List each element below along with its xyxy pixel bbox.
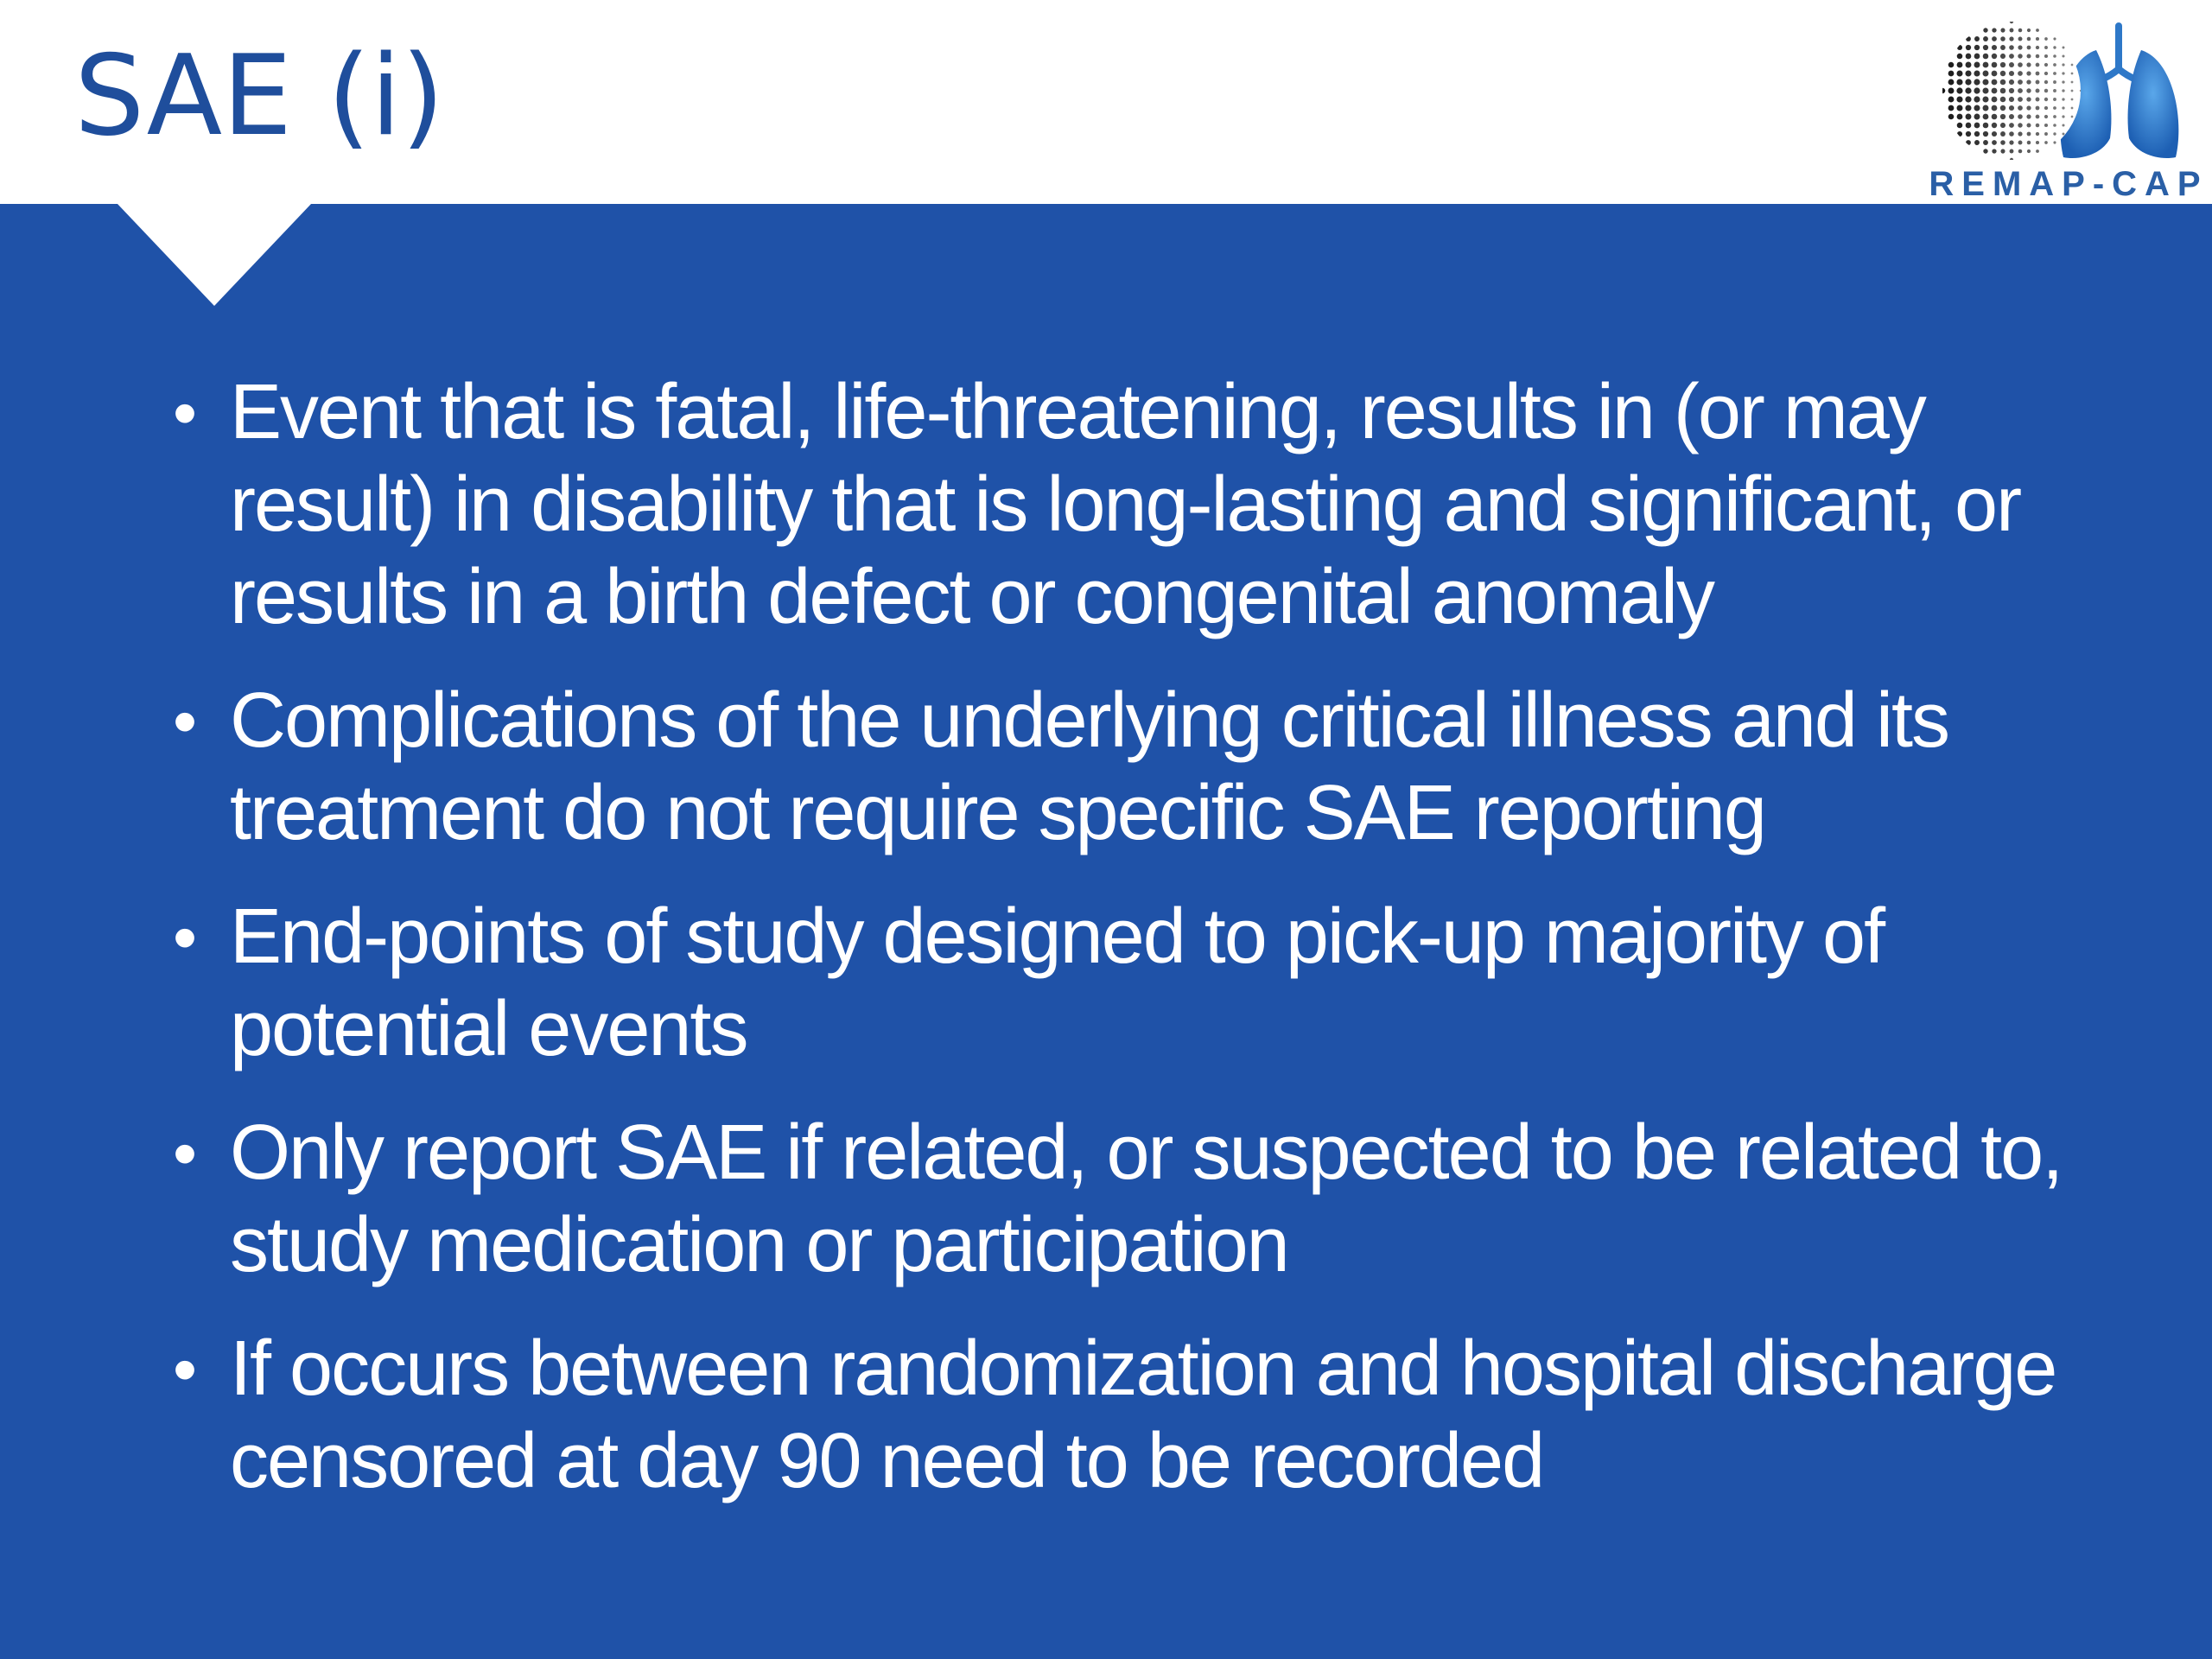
globe-dot bbox=[1983, 45, 1988, 50]
globe-dot bbox=[2026, 123, 2031, 127]
globe-dot bbox=[2053, 115, 2056, 118]
globe-dot bbox=[1974, 140, 1980, 145]
globe-dot bbox=[2036, 98, 2040, 102]
globe-dot bbox=[2044, 89, 2048, 92]
globe-dot bbox=[1992, 45, 1997, 50]
globe-dot bbox=[2044, 46, 2048, 49]
globe-dot bbox=[1948, 97, 1955, 103]
globe-dot bbox=[2027, 132, 2031, 137]
globe-dot bbox=[1983, 36, 1988, 41]
logo-text: REMAP-CAP bbox=[1929, 165, 2209, 203]
bullet-dot: • bbox=[173, 374, 196, 451]
globe-dot bbox=[2044, 115, 2048, 118]
globe-dot bbox=[2026, 105, 2031, 110]
globe-dot bbox=[1965, 87, 1971, 93]
globe-dot bbox=[2063, 133, 2065, 136]
bullet-text: If occurs between randomization and hospital discharge censored at day 90 need to be recorded bbox=[230, 1325, 2056, 1504]
globe-dot bbox=[2026, 79, 2031, 84]
globe-dot bbox=[2044, 106, 2048, 110]
globe-dot bbox=[2000, 79, 2006, 86]
globe-dot bbox=[2053, 106, 2056, 110]
globe-dot bbox=[2000, 114, 2005, 119]
bullet-text: Event that is fatal, life-threatening, results in (or may result) in disability that is long-lasting and significant, or results in a birth defect or congenital anomaly bbox=[230, 369, 2021, 640]
globe-dot bbox=[2009, 62, 2014, 67]
globe-dot bbox=[2036, 46, 2039, 49]
globe-dot bbox=[2063, 47, 2065, 49]
content-panel bbox=[0, 204, 2212, 1659]
globe-dot bbox=[2018, 105, 2023, 111]
globe-dot bbox=[2026, 97, 2031, 101]
globe-dot bbox=[1992, 114, 1998, 120]
globe-dot bbox=[2062, 115, 2064, 118]
globe-dot bbox=[1983, 114, 1989, 120]
header-pointer-notch bbox=[0, 204, 346, 308]
globe-dot bbox=[2071, 116, 2074, 118]
globe-dot bbox=[2009, 36, 2013, 41]
globe-dot bbox=[1983, 28, 1987, 32]
globe-dot bbox=[1974, 45, 1980, 50]
globe-dot bbox=[2027, 29, 2031, 32]
globe-dot bbox=[2026, 62, 2031, 67]
globe-dot bbox=[1966, 45, 1971, 50]
globe-dot bbox=[1956, 96, 1962, 102]
bullet-text: Complications of the underlying critical illness and its treatment do not require specific SAE reporting bbox=[230, 677, 1948, 856]
globe-dot bbox=[2053, 37, 2056, 40]
bullet-item bbox=[173, 891, 2074, 1076]
globe-dot bbox=[2044, 98, 2048, 101]
globe-dot bbox=[1992, 28, 1996, 32]
globe-dot bbox=[2000, 149, 2005, 153]
globe-dot bbox=[2044, 37, 2048, 41]
globe-dot bbox=[1948, 88, 1955, 94]
globe-dot bbox=[2071, 81, 2074, 84]
globe-dot bbox=[2027, 46, 2031, 50]
globe-dot bbox=[1974, 114, 1980, 120]
globe-dot bbox=[2053, 89, 2056, 92]
globe-dot bbox=[2018, 45, 2022, 49]
globe-dot bbox=[2036, 72, 2040, 76]
globe-dot bbox=[2000, 45, 2005, 50]
globe-dot bbox=[2009, 97, 2014, 102]
globe-dot bbox=[1966, 62, 1972, 68]
globe-dot bbox=[2036, 54, 2040, 59]
globe-dot bbox=[1992, 131, 1997, 137]
globe-dot bbox=[2026, 71, 2031, 75]
globe-dot bbox=[2053, 46, 2056, 48]
globe-dot bbox=[2053, 80, 2056, 84]
globe-dot bbox=[2009, 45, 2014, 50]
globe-dot bbox=[1992, 140, 1997, 145]
globe-dot bbox=[1974, 36, 1980, 41]
globe-dot bbox=[2018, 37, 2023, 41]
globe-dot bbox=[2062, 106, 2064, 109]
globe-dot bbox=[1966, 54, 1972, 60]
globe-dot bbox=[1974, 123, 1980, 129]
globe-dot bbox=[1966, 114, 1972, 120]
globe-dot bbox=[2044, 72, 2048, 75]
globe-dot bbox=[1992, 149, 1996, 153]
globe-dot bbox=[2018, 141, 2023, 145]
globe-dot bbox=[2036, 124, 2040, 128]
slide-title: SAE (i) bbox=[74, 32, 445, 161]
globe-dot bbox=[2027, 149, 2031, 153]
globe-dot bbox=[2071, 64, 2074, 67]
globe-dot bbox=[1940, 88, 1946, 94]
globe-dot bbox=[2044, 141, 2048, 144]
globe-dot bbox=[2036, 80, 2040, 85]
globe-dot bbox=[2009, 71, 2014, 76]
globe-dot bbox=[2044, 124, 2048, 127]
globe-dot bbox=[2062, 72, 2064, 74]
globe-dot bbox=[1948, 62, 1955, 68]
globe-dot bbox=[1965, 105, 1971, 111]
globe-dot bbox=[2036, 63, 2040, 67]
globe-dot bbox=[2000, 62, 2005, 67]
globe-dot bbox=[2062, 63, 2064, 66]
globe-dot bbox=[2026, 54, 2031, 58]
globe-dot bbox=[2010, 158, 2013, 162]
globe-dot bbox=[2000, 88, 2006, 94]
globe-dot bbox=[2000, 36, 2005, 41]
globe-dot bbox=[2026, 88, 2031, 92]
globe-dot bbox=[1974, 54, 1980, 60]
globe-dot bbox=[2062, 89, 2064, 92]
globe-dot bbox=[1965, 96, 1971, 102]
globe-dot bbox=[2000, 28, 2005, 32]
globe-dot bbox=[1992, 105, 1998, 111]
globe-dot bbox=[2026, 114, 2031, 118]
globe-dot bbox=[1983, 149, 1987, 153]
globe-dot bbox=[2053, 72, 2056, 75]
globe-dot bbox=[2027, 141, 2031, 145]
globe-dot bbox=[2018, 97, 2023, 102]
globe-dot bbox=[2062, 54, 2064, 57]
globe-dot bbox=[2044, 63, 2048, 67]
globe-dot bbox=[1992, 88, 1998, 94]
globe-dot bbox=[1982, 79, 1988, 85]
globe-dot bbox=[1966, 123, 1972, 129]
globe-dot bbox=[1992, 62, 1998, 68]
globe-dot bbox=[1974, 62, 1980, 68]
globe-dot bbox=[2062, 80, 2064, 83]
globe-dot bbox=[1983, 140, 1988, 145]
globe-dot bbox=[2018, 149, 2023, 154]
globe-dot bbox=[2036, 132, 2039, 136]
globe-dot bbox=[2036, 37, 2039, 41]
globe-dot bbox=[2009, 140, 2013, 144]
globe-dot bbox=[1983, 123, 1989, 129]
globe-dot bbox=[2027, 37, 2031, 41]
globe-dot bbox=[1992, 79, 1998, 86]
globe-dot bbox=[1992, 54, 1997, 59]
globe-dot bbox=[2053, 63, 2056, 67]
globe-dot bbox=[1948, 79, 1955, 86]
bullet-item bbox=[173, 1323, 2074, 1508]
globe-dot bbox=[1983, 71, 1989, 77]
globe-dot bbox=[2018, 79, 2023, 85]
globe-dot bbox=[1974, 79, 1980, 85]
globe-dot bbox=[1982, 87, 1988, 93]
globe-dot bbox=[2018, 131, 2022, 136]
globe-dot bbox=[2000, 140, 2005, 145]
globe-dot bbox=[1983, 105, 1989, 111]
globe-dot bbox=[2071, 73, 2074, 75]
remap-cap-logo bbox=[1925, 9, 2212, 204]
globe-dots bbox=[1940, 20, 2082, 162]
globe-dot bbox=[2036, 29, 2039, 32]
globe-dot bbox=[2071, 90, 2074, 92]
bullet-item bbox=[173, 366, 2074, 644]
globe-dot bbox=[2000, 54, 2005, 59]
globe-dot bbox=[2009, 54, 2014, 59]
globe-dot bbox=[1956, 79, 1962, 85]
globe-dot bbox=[2053, 141, 2056, 143]
bullet-item bbox=[173, 675, 2074, 860]
globe-dot bbox=[2071, 99, 2074, 101]
globe-dot bbox=[2018, 71, 2023, 76]
globe-dot bbox=[1983, 131, 1988, 137]
globe-dot bbox=[2018, 29, 2023, 33]
globe-dot bbox=[1948, 71, 1955, 77]
globe-dot bbox=[1966, 140, 1971, 145]
bullet-dot: • bbox=[173, 683, 196, 760]
globe-dot bbox=[1982, 96, 1988, 102]
globe-dot bbox=[2036, 106, 2040, 111]
globe-dot bbox=[2053, 132, 2056, 135]
globe-dot bbox=[1956, 87, 1962, 93]
globe-dot bbox=[1992, 123, 1997, 128]
globe-dot bbox=[2009, 131, 2014, 137]
bullet-list bbox=[173, 366, 2074, 1539]
globe-dot bbox=[2036, 89, 2040, 93]
globe-dot bbox=[2000, 123, 2005, 128]
globe-dot bbox=[1974, 131, 1980, 137]
globe-dot bbox=[1974, 70, 1980, 76]
globe-dot bbox=[2018, 114, 2023, 119]
globe-dot bbox=[2018, 62, 2023, 67]
bullet-dot: • bbox=[173, 1331, 196, 1408]
globe-dot bbox=[2053, 98, 2056, 101]
globe-dot bbox=[1957, 131, 1962, 137]
bullet-dot: • bbox=[173, 899, 196, 976]
globe-dot bbox=[2062, 98, 2064, 100]
globe-dot bbox=[2036, 149, 2039, 153]
globe-dot bbox=[2009, 123, 2014, 128]
globe-dot bbox=[2036, 141, 2039, 144]
globe-dot bbox=[1957, 123, 1963, 129]
globe-dot bbox=[1966, 36, 1971, 41]
globe-dot bbox=[2044, 54, 2048, 58]
globe-dot bbox=[1983, 62, 1989, 68]
globe-dot bbox=[2000, 131, 2005, 137]
slide-header bbox=[0, 0, 2212, 204]
globe-dot bbox=[2010, 29, 2014, 33]
globe-dot bbox=[1974, 96, 1980, 102]
globe-dot bbox=[2018, 88, 2023, 93]
globe-dot bbox=[1948, 105, 1955, 111]
globe-dot bbox=[2071, 107, 2074, 110]
globe-lungs-logo-icon bbox=[1925, 9, 2212, 164]
globe-dot bbox=[2053, 54, 2056, 58]
bullet-item bbox=[173, 1107, 2074, 1292]
globe-dot bbox=[2009, 105, 2014, 111]
globe-dot bbox=[2053, 124, 2056, 127]
globe-dot bbox=[2000, 71, 2005, 76]
globe-dot bbox=[1992, 71, 1998, 77]
globe-dot bbox=[1992, 36, 1997, 41]
bullet-dot: • bbox=[173, 1115, 196, 1192]
globe-dot bbox=[2009, 114, 2014, 119]
globe-dot bbox=[2000, 97, 2006, 103]
globe-dot bbox=[1957, 105, 1963, 111]
globe-dot bbox=[2009, 88, 2014, 93]
globe-dot bbox=[1957, 62, 1963, 68]
globe-dot bbox=[1965, 79, 1971, 85]
globe-dot bbox=[1965, 70, 1971, 76]
globe-dot bbox=[1992, 97, 1998, 103]
globe-dot bbox=[2009, 79, 2014, 85]
globe-dot bbox=[1974, 105, 1980, 111]
globe-dot bbox=[2036, 115, 2040, 119]
globe-dot bbox=[2010, 20, 2013, 23]
globe-dot bbox=[2044, 80, 2048, 84]
globe-dot bbox=[2000, 105, 2005, 111]
globe-dot bbox=[1957, 45, 1962, 50]
globe-dot bbox=[1974, 87, 1980, 93]
globe-dot bbox=[2010, 149, 2014, 154]
globe-dot bbox=[1966, 131, 1971, 137]
globe-dot bbox=[1957, 54, 1963, 60]
globe-dot bbox=[2062, 124, 2064, 126]
globe-dot bbox=[2018, 123, 2022, 127]
bullet-text: End-points of study designed to pick-up majority of potential events bbox=[230, 893, 1885, 1072]
globe-dot bbox=[1983, 54, 1989, 60]
bullet-text: Only report SAE if related, or suspected to be related to, study medication or participation bbox=[230, 1109, 2063, 1288]
globe-dot bbox=[1957, 114, 1963, 120]
globe-dot bbox=[2018, 54, 2022, 58]
globe-dot bbox=[1948, 114, 1955, 120]
globe-dot bbox=[2044, 132, 2048, 136]
globe-dot bbox=[1957, 71, 1963, 77]
